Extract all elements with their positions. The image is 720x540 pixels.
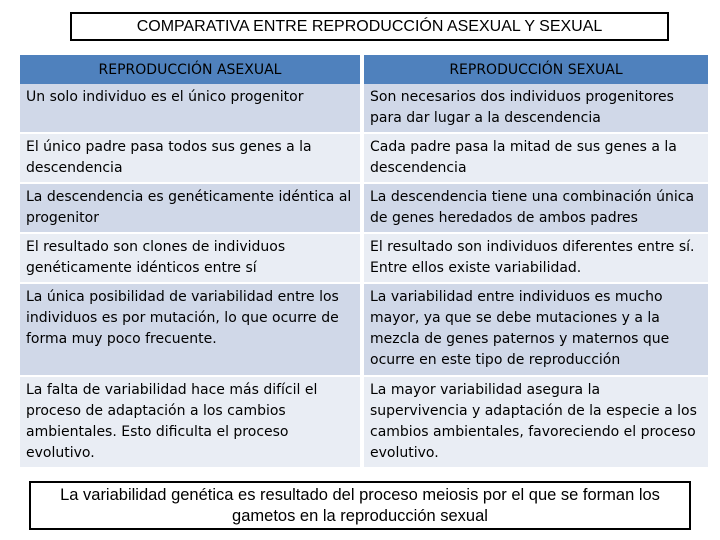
table-header-row [20,55,708,84]
cell-asexual: La falta de variabilidad hace más difícil el proceso de adaptación a los cambios ambientales. Esto dificulta el proceso evolutivo. [20,376,362,468]
cell-sexual: Cada padre pasa la mitad de sus genes a la descendencia [362,133,708,183]
cell-sexual: El resultado son individuos diferentes entre sí. Entre ellos existe variabilidad. [362,233,708,283]
table-row [20,133,708,183]
conclusion-note: La variabilidad genética es resultado del proceso meiosis por el que se forman los gametos en la reproducción sexual [29,481,691,530]
header-asexual: REPRODUCCIÓN ASEXUAL [20,55,362,84]
page-title: COMPARATIVA ENTRE REPRODUCCIÓN ASEXUAL Y SEXUAL [70,12,669,41]
cell-asexual: La descendencia es genéticamente idéntica al progenitor [20,183,362,233]
cell-sexual: La mayor variabilidad asegura la supervivencia y adaptación de la especie a los cambios ambientales, favoreciendo el proceso evolutivo. [362,376,708,468]
cell-asexual: El resultado son clones de individuos genéticamente idénticos entre sí [20,233,362,283]
cell-sexual: La descendencia tiene una combinación única de genes heredados de ambos padres [362,183,708,233]
cell-asexual: La única posibilidad de variabilidad entre los individuos es por mutación, lo que ocurre de forma muy poco frecuente. [20,283,362,376]
table-row [20,84,708,133]
cell-sexual: Son necesarios dos individuos progenitores para dar lugar a la descendencia [362,84,708,133]
table-row [20,376,708,468]
table-row [20,183,708,233]
table-row [20,283,708,376]
cell-asexual: Un solo individuo es el único progenitor [20,84,362,133]
table-row [20,233,708,283]
cell-sexual: La variabilidad entre individuos es mucho mayor, ya que se debe mutaciones y a la mezcla de genes paternos y maternos que ocurre en este tipo de reproducción [362,283,708,376]
comparison-table [20,55,708,469]
cell-asexual: El único padre pasa todos sus genes a la descendencia [20,133,362,183]
header-sexual: REPRODUCCIÓN SEXUAL [362,55,708,84]
